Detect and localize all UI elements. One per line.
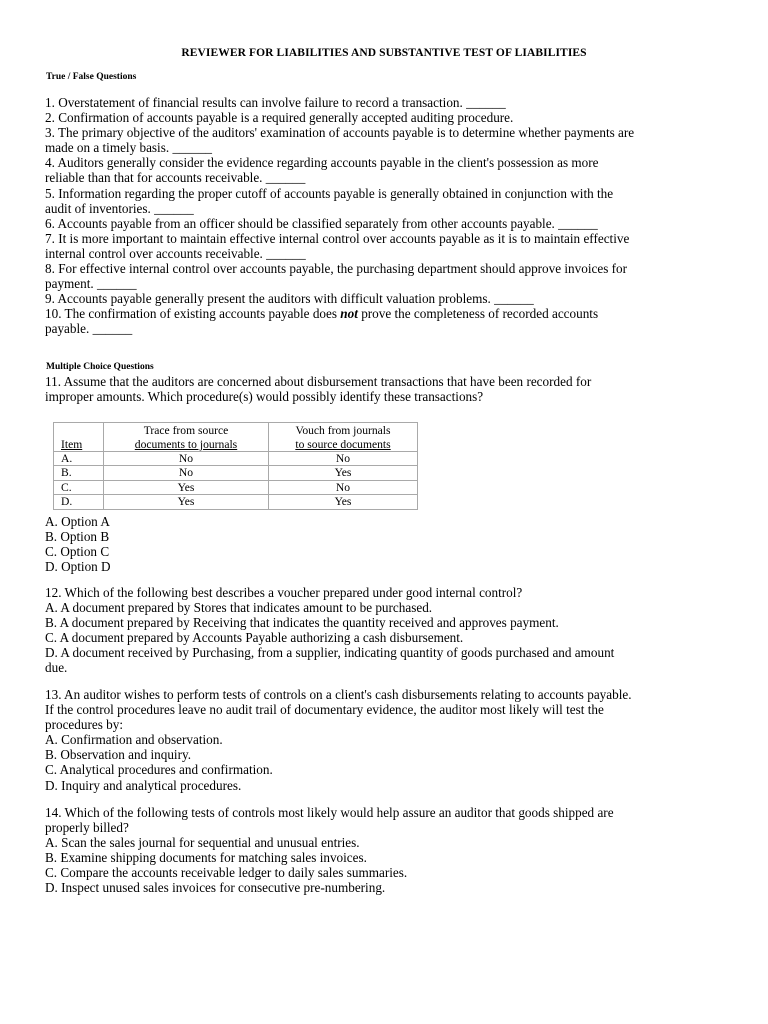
mc-question-13 [45, 687, 725, 793]
tf-question-3-cont: made on a timely basis. ______ [45, 140, 213, 156]
table-header-row [54, 423, 418, 452]
tf-question-10-before: 10. The confirmation of existing accounts payable does [45, 306, 341, 322]
option-b: B. Observation and inquiry. [45, 747, 192, 763]
mc-question-13-stem: 13. An auditor wishes to perform tests of controls on a client's cash disbursements relating to accounts payable. [45, 687, 632, 702]
mc-question-14-stem: 14. Which of the following tests of controls most likely would help assure an auditor that goods shipped are [45, 805, 614, 820]
table-cell-vouch: No [269, 480, 418, 494]
tf-question-4-cont: reliable than that for accounts receivable. ______ [45, 170, 306, 186]
table-row [54, 452, 418, 466]
tf-question-8: 8. For effective internal control over accounts payable, the purchasing department should approve invoices for [45, 261, 628, 277]
option-c: C. A document prepared by Accounts Payable authorizing a cash disbursement. [45, 630, 464, 646]
table-cell-vouch: No [269, 452, 418, 466]
mc-question-12-stem: 12. Which of the following best describes a voucher prepared under good internal control? [45, 585, 523, 600]
true-false-heading: True / False Questions [46, 72, 137, 82]
table-cell-vouch: Yes [269, 495, 418, 509]
option-b: B. A document prepared by Receiving that indicates the quantity received and approves payment. [45, 615, 559, 631]
procedure-table [53, 422, 418, 510]
mc-question-11-options [45, 514, 725, 574]
multiple-choice-heading: Multiple Choice Questions [46, 362, 154, 372]
table-row [54, 495, 418, 509]
mc-question-14-stem-cont: properly billed? [45, 820, 129, 836]
mc-question-14 [45, 805, 725, 896]
tf-question-5: 5. Information regarding the proper cutoff of accounts payable is generally obtained in conjunction with the [45, 185, 614, 201]
mc-question-11-line-2: improper amounts. Which procedure(s) would possibly identify these transactions? [45, 389, 484, 405]
option-d-cont: due. [45, 660, 68, 676]
mc-question-12 [45, 585, 725, 676]
option-d: D. Inspect unused sales invoices for consecutive pre-numbering. [45, 880, 386, 896]
table-cell-trace: No [104, 466, 269, 480]
table-row [54, 466, 418, 480]
table-cell-vouch: Yes [269, 466, 418, 480]
option-a: A. Scan the sales journal for sequential and unusual entries. [45, 835, 360, 851]
table-cell-item: B. [54, 466, 104, 480]
table-cell-trace: No [104, 452, 269, 466]
option-b: B. Examine shipping documents for matching sales invoices. [45, 850, 367, 866]
mc-question-13-stem-cont: If the control procedures leave no audit trail of documentary evidence, the auditor most likely will test the [45, 702, 604, 718]
mc-question-13-stem-cont: procedures by: [45, 717, 123, 733]
tf-question-8-cont: payment. ______ [45, 276, 137, 292]
tf-question-1: 1. Overstatement of financial results can involve failure to record a transaction. ______ [45, 95, 506, 110]
tf-question-7: 7. It is more important to maintain effective internal control over accounts payable as it is to maintain effective [45, 230, 630, 246]
option-d: D. A document received by Purchasing, from a supplier, indicating quantity of goods purchased and amount [45, 645, 615, 661]
table-row [54, 480, 418, 494]
tf-question-5-cont: audit of inventories. ______ [45, 200, 194, 216]
tf-question-9: 9. Accounts payable generally present the auditors with difficult valuation problems. ______ [45, 291, 534, 307]
tf-question-10-cont: payable. ______ [45, 321, 133, 337]
option-b: B. Option B [45, 529, 110, 545]
option-a: A. Confirmation and observation. [45, 732, 223, 748]
option-c: C. Option C [45, 544, 110, 560]
option-c: C. Analytical procedures and confirmation. [45, 762, 273, 778]
option-c: C. Compare the accounts receivable ledger to daily sales summaries. [45, 865, 408, 881]
tf-question-7-cont: internal control over accounts receivable. ______ [45, 245, 306, 261]
table-header-item: Item [54, 423, 104, 452]
option-d: D. Inquiry and analytical procedures. [45, 777, 242, 793]
table-header-trace: Trace from source documents to journals [104, 423, 269, 452]
table-cell-item: C. [54, 480, 104, 494]
mc-question-11-line-1: 11. Assume that the auditors are concerned about disbursement transactions that have been recorded for [45, 374, 592, 389]
true-false-list [45, 95, 725, 337]
tf-question-2: 2. Confirmation of accounts payable is a required generally accepted auditing procedure. [45, 110, 514, 126]
table-cell-trace: Yes [104, 480, 269, 494]
option-d: D. Option D [45, 559, 111, 575]
tf-question-3: 3. The primary objective of the auditors' examination of accounts payable is to determine whether payments are [45, 125, 635, 141]
option-a: A. Option A [45, 514, 110, 529]
table-cell-item: A. [54, 452, 104, 466]
tf-question-10-after: prove the completeness of recorded accounts [357, 306, 599, 322]
tf-question-4: 4. Auditors generally consider the evidence regarding accounts payable in the client's possession as more [45, 155, 599, 171]
table-cell-item: D. [54, 495, 104, 509]
tf-question-6: 6. Accounts payable from an officer should be classified separately from other accounts payable. ______ [45, 215, 598, 231]
option-a: A. A document prepared by Stores that indicates amount to be purchased. [45, 600, 433, 616]
tf-question-10 [45, 306, 725, 321]
table-header-vouch: Vouch from journals to source documents [269, 423, 418, 452]
table-cell-trace: Yes [104, 495, 269, 509]
document-title: REVIEWER FOR LIABILITIES AND SUBSTANTIVE TEST OF LIABILITIES [181, 47, 587, 59]
mc-question-11-stem [45, 374, 725, 404]
tf-question-10-emphasis: not [340, 306, 358, 322]
